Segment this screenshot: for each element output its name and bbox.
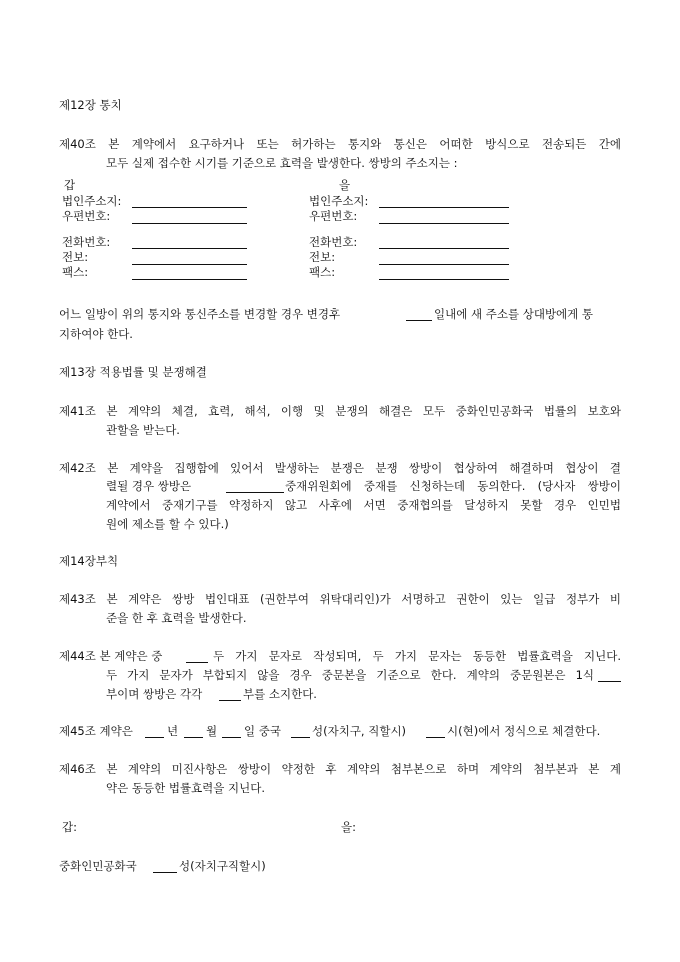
- notice-change-part1: 어느 일방이 위의 통지와 통신주소를 변경할 경우 변경후: [59, 307, 341, 321]
- notice-change-part2: 일내에 새 주소를 상대방에게 통: [434, 307, 594, 321]
- party-a-fax-field[interactable]: [132, 279, 247, 280]
- language-blank[interactable]: [186, 662, 208, 663]
- party-a-address-label: 법인주소지:: [62, 194, 122, 208]
- article-42-line4: 원에 제소를 할 수 있다.): [106, 517, 229, 531]
- party-b-label: 을: [339, 178, 351, 192]
- article-45-day-china: 일 중국: [244, 724, 281, 738]
- party-a-phone-label: 전화번호:: [62, 235, 111, 249]
- footer-province: 성(자치구직할시): [179, 859, 266, 873]
- article-44-line1b: 두 가지 문자로 작성되며, 두 가지 문자는 동등한 법률효력을 지닌다.: [213, 649, 621, 663]
- chapter-14-heading: 제14장부칙: [59, 554, 119, 568]
- month-blank[interactable]: [184, 737, 203, 738]
- party-a-postal-field[interactable]: [132, 223, 247, 224]
- party-a-address-field[interactable]: [132, 207, 247, 208]
- notice-days-blank[interactable]: [406, 320, 432, 321]
- party-a-telegram-label: 전보:: [62, 250, 89, 264]
- article-41-line2: 관할을 받는다.: [106, 423, 180, 437]
- article-45-prefix: 제45조 계약은: [59, 724, 133, 738]
- original-copies-blank[interactable]: [598, 681, 621, 682]
- party-a-phone-field[interactable]: [132, 248, 247, 249]
- article-44-line3b: 부를 소지한다.: [243, 687, 317, 701]
- chapter-12-heading: 제12장 통치: [59, 98, 122, 112]
- footer-province-blank[interactable]: [153, 872, 177, 873]
- party-a-fax-label: 팩스:: [62, 265, 89, 279]
- party-b-telegram-label: 전보:: [309, 250, 336, 264]
- article-45-province: 성(자치구, 직할시): [312, 724, 407, 738]
- party-b-postal-label: 우편번호:: [309, 209, 358, 223]
- chapter-13-heading: 제13장 적용법률 및 분쟁해결: [59, 365, 207, 379]
- article-42-line2b: 중재위원회에 중재를 신청하는데 동의한다. (당사자 쌍방이: [285, 479, 621, 493]
- article-41-line1: 제41조 본 계약의 체결, 효력, 해석, 이행 및 분쟁의 해결은 모두 중화인민공화국 법률의 보호와: [59, 404, 621, 418]
- party-b-phone-label: 전화번호:: [309, 235, 358, 249]
- party-b-telegram-field[interactable]: [379, 264, 509, 265]
- party-b-postal-field[interactable]: [379, 223, 509, 224]
- article-42-line1: 제42조 본 계약을 집행함에 있어서 발생하는 분쟁은 분쟁 쌍방이 협상하여 해결하며 협상이 결: [59, 461, 621, 475]
- article-45-city: 시(현)에서 정식으로 체결한다.: [447, 724, 601, 738]
- arbitration-commission-blank[interactable]: [226, 492, 284, 493]
- article-44-line2a: 두 가지 문자가 부합되지 않을 경우 중문본을 기준으로 한다. 계약의 중문원본은 1식: [106, 668, 594, 682]
- article-46-line1: 제46조 본 계약의 미진사항은 쌍방이 약정한 후 계약의 첨부본으로 하며 계약의 첨부본과 본 계: [59, 762, 621, 776]
- signature-party-a: 갑:: [62, 820, 77, 834]
- party-b-fax-field[interactable]: [379, 279, 509, 280]
- article-44-line1a: 제44조 본 계약은 중: [59, 649, 163, 663]
- article-42-line2a: 렬될 경우 쌍방은: [106, 479, 192, 493]
- article-40-line2: 모두 실제 접수한 시기를 기준으로 효력을 발생한다. 쌍방의 주소지는 :: [106, 156, 458, 170]
- party-b-address-label: 법인주소지:: [309, 194, 369, 208]
- year-blank[interactable]: [145, 737, 164, 738]
- article-46-line2: 약은 동등한 법률효력을 지닌다.: [106, 781, 266, 795]
- party-b-phone-field[interactable]: [379, 248, 509, 249]
- article-42-line3: 계약에서 중재기구를 약정하지 않고 사후에 서면 중재협의를 달성하지 못할 경우 인민법: [106, 498, 621, 512]
- article-45-month: 월: [206, 724, 218, 738]
- party-a-label: 갑: [64, 178, 76, 192]
- party-b-address-field[interactable]: [379, 207, 509, 208]
- party-a-postal-label: 우편번호:: [62, 209, 111, 223]
- notice-change-line2: 지하여야 한다.: [59, 327, 133, 341]
- city-blank[interactable]: [426, 737, 445, 738]
- party-b-fax-label: 팩스:: [309, 265, 336, 279]
- day-blank[interactable]: [222, 737, 241, 738]
- article-45-year: 년: [167, 724, 179, 738]
- each-copies-blank[interactable]: [219, 700, 241, 701]
- article-44-line3a: 부이며 쌍방은 각각: [106, 687, 203, 701]
- party-a-telegram-field[interactable]: [132, 264, 247, 265]
- province-blank[interactable]: [291, 737, 310, 738]
- signature-party-b: 을:: [341, 820, 356, 834]
- article-43-line2: 준을 한 후 효력을 발생한다.: [106, 611, 247, 625]
- footer-country: 중화인민공화국: [59, 859, 137, 873]
- article-43-line1: 제43조 본 계약은 쌍방 법인대표 (권한부여 위탁대리인)가 서명하고 권한이 있는 일급 정부가 비: [59, 592, 621, 606]
- article-40-line1: 제40조 본 계약에서 요구하거나 또는 허가하는 통지와 통신은 어떠한 방식으로 전송되든 간에: [59, 137, 621, 151]
